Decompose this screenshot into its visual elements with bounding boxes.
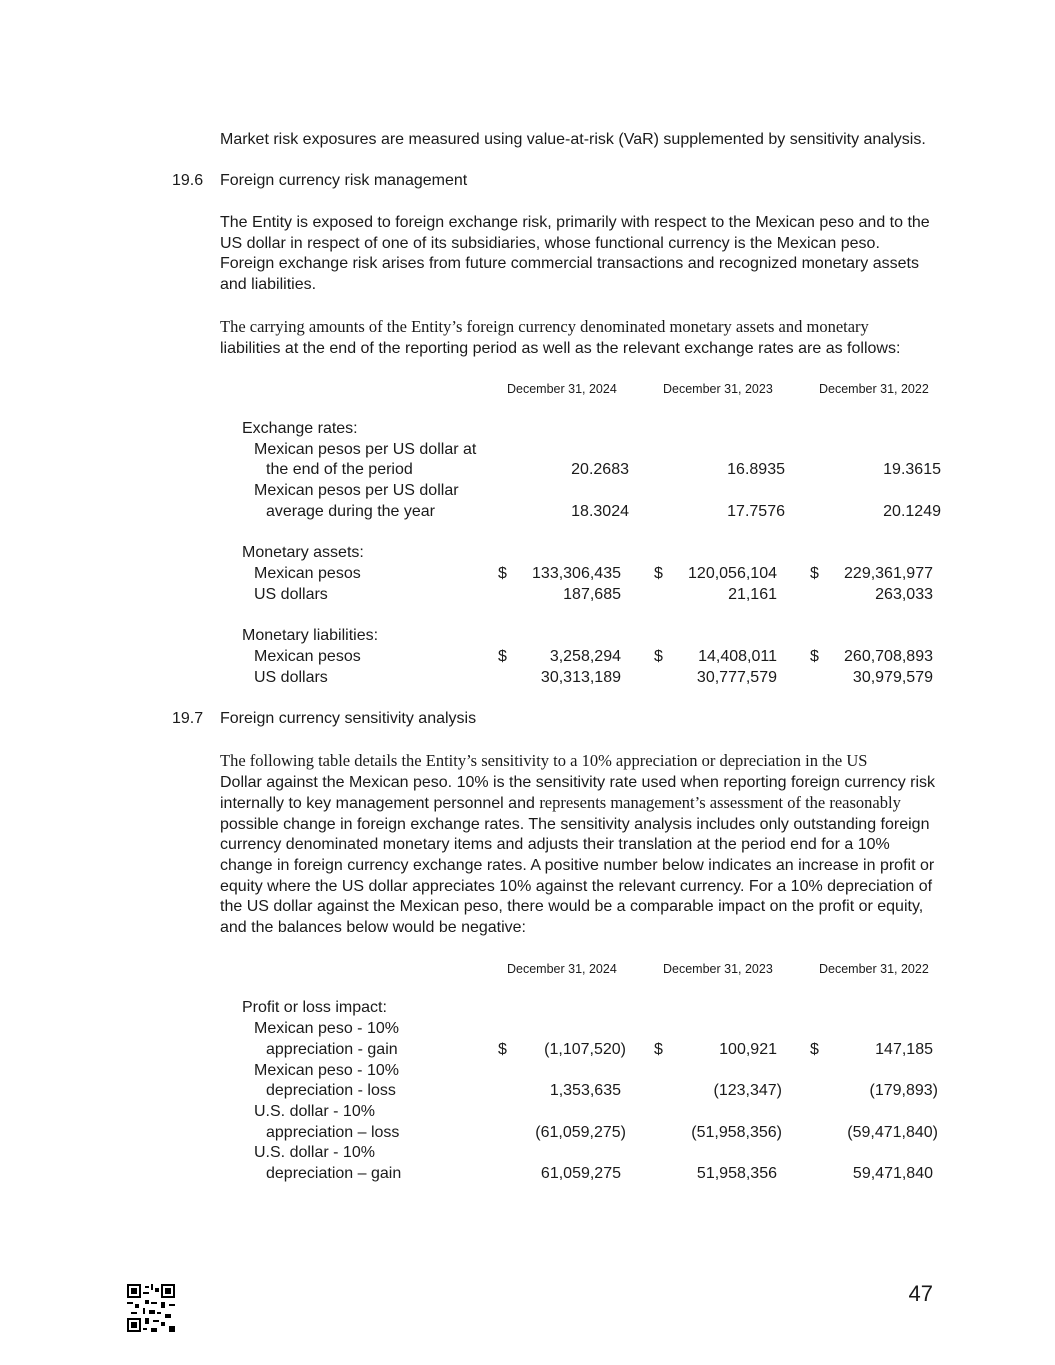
- cell: 263,033: [875, 586, 933, 603]
- line2: Dollar against the Mexican peso. 10% is the sensitivity rate used when reporting foreign currency risk: [220, 773, 936, 791]
- cell: 3,258,294: [549, 648, 621, 665]
- cell: 187,685: [563, 586, 621, 603]
- row-label: US dollars: [254, 669, 328, 686]
- row-label: Mexican pesos per US dollar at: [254, 441, 477, 458]
- cell: 260,708,893: [844, 648, 933, 665]
- currency-symbol: $: [810, 648, 819, 665]
- currency-symbol: $: [810, 1041, 819, 1058]
- cell: 14,408,011: [698, 648, 777, 665]
- row-label: Mexican pesos per US dollar: [254, 482, 459, 499]
- col-header-2024: December 31, 2024: [507, 962, 617, 976]
- cell: 30,777,579: [696, 669, 777, 686]
- cell: 19.3615: [883, 461, 941, 478]
- currency-symbol: $: [498, 648, 507, 665]
- cell: 147,185: [875, 1041, 933, 1058]
- col-header-2024: December 31, 2024: [507, 382, 617, 396]
- row-label: Mexican pesos: [254, 648, 361, 665]
- row-label: depreciation – gain: [266, 1165, 402, 1182]
- cell: 100,921: [719, 1041, 777, 1058]
- currency-symbol: $: [498, 1041, 507, 1058]
- cell: 17.7576: [727, 503, 785, 520]
- rest: possible change in foreign exchange rates. The sensitivity analysis includes only outstanding foreign currency denominated monetary items and adjusts their translation at the period end for a 10% change in foreign currency exchange rates. A positive number below indicates an increase in profit or equity where the US dollar appreciates 10% against the relevant currency. For a 10% depreciation of the US dollar against the Mexican peso, there would be a comparable impact on the profit or equity, and the balances below would be negative:: [220, 815, 935, 936]
- cell: 20.1249: [883, 503, 941, 520]
- section-19-6-paragraph: The Entity is exposed to foreign exchange risk, primarily with respect to the Mexican peso and to the US dollar in respect of one of its subsidiaries, whose functional currency is the Mexican peso. Foreign exchange risk arises from future commercial transactions and recognized monetary assets and liabilities.: [220, 214, 930, 293]
- cell: 16.8935: [727, 461, 785, 478]
- row-label: appreciation – loss: [266, 1124, 400, 1141]
- cell: (123,347): [713, 1082, 782, 1099]
- currency-symbol: $: [810, 565, 819, 582]
- cell: 51,958,356: [696, 1165, 777, 1182]
- cell: 30,313,189: [540, 669, 621, 686]
- row-label: average during the year: [266, 503, 435, 520]
- cell: 30,979,579: [852, 669, 933, 686]
- currency-symbol: $: [654, 565, 663, 582]
- exchange-rates-heading: Exchange rates:: [242, 420, 358, 437]
- cell: (179,893): [869, 1082, 938, 1099]
- section-19-7-paragraph: [220, 751, 935, 938]
- cell: 120,056,104: [688, 565, 777, 582]
- monetary-assets-heading: Monetary assets:: [242, 544, 364, 561]
- line3a: internally to key management personnel and: [220, 795, 540, 813]
- para2-rest: liabilities at the end of the reporting period as well as the relevant exchange rates are as follows:: [220, 339, 901, 357]
- row-label: U.S. dollar - 10%: [254, 1103, 375, 1120]
- row-label: Mexican pesos: [254, 565, 361, 582]
- section-number-19-7: 19.7: [172, 710, 204, 727]
- section-title-19-6: Foreign currency risk management: [220, 172, 468, 189]
- col-header-2023: December 31, 2023: [663, 962, 773, 976]
- cell: 229,361,977: [844, 565, 933, 582]
- line3b: represents management’s assessment of the reasonably: [539, 793, 901, 813]
- cell: 21,161: [728, 586, 777, 603]
- monetary-liabilities-heading: Monetary liabilities:: [242, 627, 379, 644]
- row-label: appreciation - gain: [266, 1041, 398, 1058]
- currency-symbol: $: [654, 648, 663, 665]
- line1: The following table details the Entity’s sensitivity to a 10% appreciation or depreciation in the US: [220, 751, 868, 770]
- row-label: the end of the period: [266, 461, 413, 478]
- row-label: US dollars: [254, 586, 328, 603]
- row-label: U.S. dollar - 10%: [254, 1144, 375, 1161]
- qr-code-icon: [127, 1284, 175, 1332]
- cell: (1,107,520): [544, 1041, 626, 1058]
- cell: 61,059,275: [540, 1165, 621, 1182]
- cell: (59,471,840): [847, 1124, 938, 1141]
- cell: (61,059,275): [535, 1124, 626, 1141]
- para2-serif: The carrying amounts of the Entity’s foreign currency denominated monetary assets and monetary: [220, 317, 869, 336]
- currency-symbol: $: [498, 565, 507, 582]
- section-19-6-paragraph-2: [220, 317, 935, 359]
- col-header-2022: December 31, 2022: [819, 962, 929, 976]
- row-label: Mexican peso - 10%: [254, 1020, 399, 1037]
- cell: (51,958,356): [691, 1124, 782, 1141]
- section-title-19-7: Foreign currency sensitivity analysis: [220, 710, 477, 727]
- cell: 59,471,840: [852, 1165, 933, 1182]
- col-header-2022: December 31, 2022: [819, 382, 929, 396]
- row-label: depreciation - loss: [266, 1082, 396, 1099]
- cell: 20.2683: [571, 461, 629, 478]
- currency-symbol: $: [654, 1041, 663, 1058]
- profit-loss-heading: Profit or loss impact:: [242, 999, 387, 1016]
- cell: 1,353,635: [549, 1082, 621, 1099]
- intro-paragraph: Market risk exposures are measured using value-at-risk (VaR) supplemented by sensitivity analysis.: [220, 131, 926, 148]
- cell: 133,306,435: [532, 565, 621, 582]
- section-number-19-6: 19.6: [172, 172, 204, 189]
- cell: 18.3024: [571, 503, 629, 520]
- row-label: Mexican peso - 10%: [254, 1062, 399, 1079]
- col-header-2023: December 31, 2023: [663, 382, 773, 396]
- page-number: 47: [908, 1281, 933, 1306]
